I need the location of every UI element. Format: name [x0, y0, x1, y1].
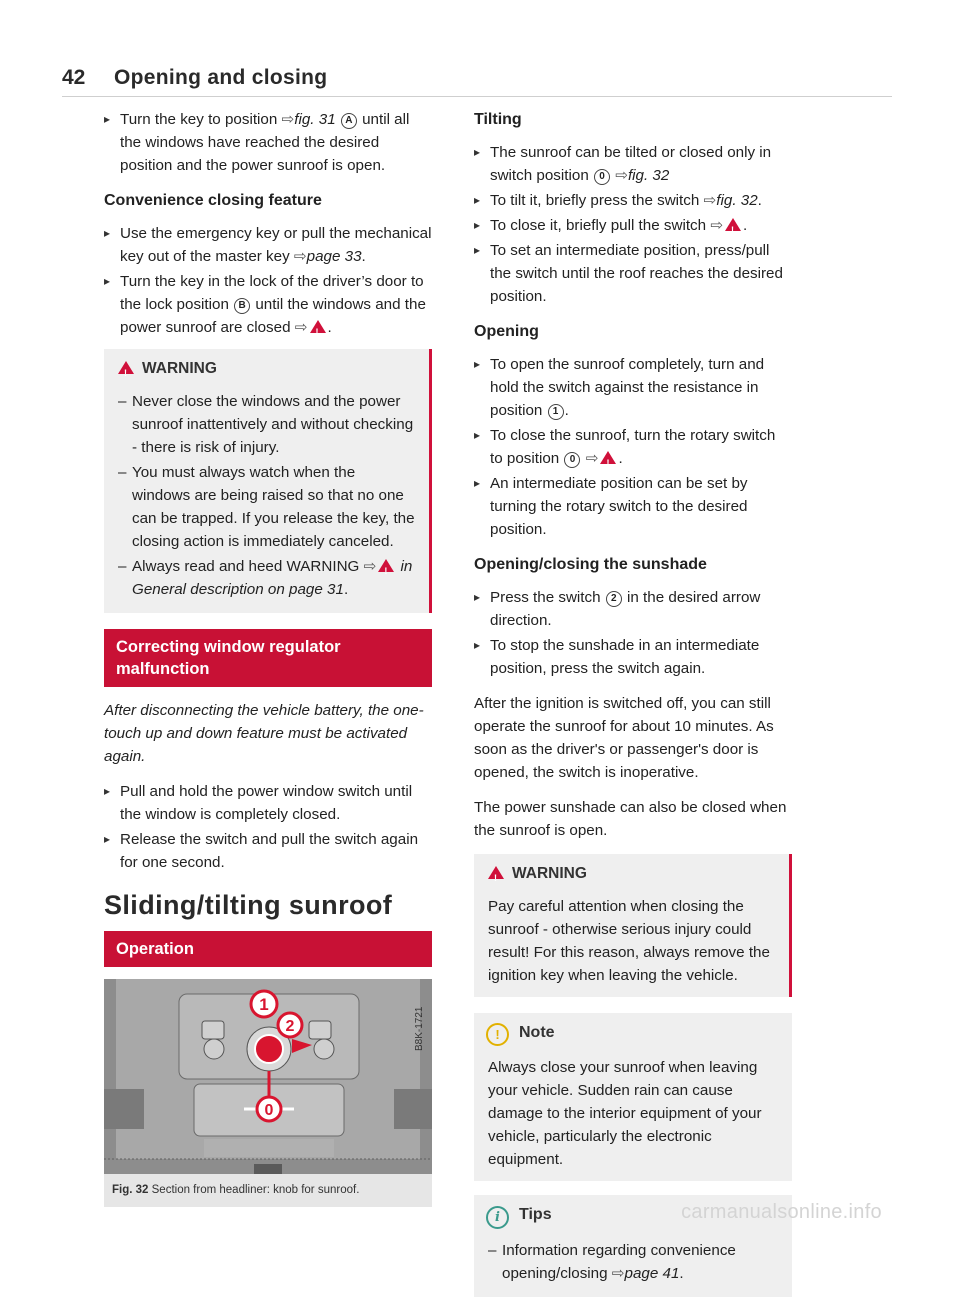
warning-triangle-icon[interactable] — [725, 218, 741, 231]
arrow-ref-icon: ⇨ — [363, 558, 377, 575]
warning-triangle-icon[interactable] — [310, 320, 326, 333]
section-heading: Tilting — [474, 111, 522, 128]
figure-32 — [104, 979, 432, 1174]
note-text: Always close your sunroof when leaving your vehicle. Sudden rain can cause damage to the interior equipment of your vehicle, particularly the electronic equipment. — [488, 1059, 762, 1168]
intro-paragraph: After disconnecting the vehicle battery, the one-touch up and down feature must be activated again. — [104, 702, 424, 765]
warning-header: !WARNING — [474, 854, 789, 889]
arrow-ref-icon: ⇨ — [615, 167, 628, 184]
page-ref-link[interactable]: page 41 — [624, 1265, 680, 1282]
warning-text: Pay careful attention when closing the sunroof - otherwise serious injury could result! For this reason, always remove the ignition key when leaving the vehicle. — [488, 898, 770, 984]
arrow-ref-icon: ⇨ — [585, 450, 599, 467]
note-box — [474, 1013, 792, 1181]
list-item: ▸ Pull and hold the power window switch until the window is completely closed. — [104, 780, 432, 826]
warning-triangle-icon — [118, 361, 134, 374]
figure-caption: Fig. 32 Section from headliner: knob for sunroof. — [104, 1174, 432, 1207]
figure-ref-link[interactable]: fig. 32 — [716, 192, 758, 209]
section-banner: Operation — [104, 931, 432, 967]
position-code: 1 — [548, 404, 564, 420]
list-item: – Always read and heed WARNING ⇨! in General description on page 31. — [118, 555, 415, 601]
arrow-ref-icon: ⇨ — [293, 248, 307, 265]
svg-text:0: 0 — [264, 1102, 274, 1119]
svg-text:2: 2 — [285, 1018, 295, 1035]
section-banner: Correcting window regulator malfunction — [104, 629, 432, 687]
paragraph: The power sunshade can also be closed when the sunroof is open. — [474, 799, 787, 839]
left-column — [104, 108, 432, 1207]
position-code: 0 — [564, 452, 580, 468]
arrow-ref-icon: ⇨ — [710, 217, 724, 234]
position-code: A — [341, 113, 357, 129]
list-item: ▸ To open the sunroof completely, turn and hold the switch against the resistance in position 1 . — [474, 353, 792, 422]
list-item: ▸ Turn the key in the lock of the driver’s door to the lock position B until the windows and the power sunroof are closed ⇨! . — [104, 270, 432, 339]
section-heading: Opening — [474, 323, 539, 340]
list-item: ▸ Press the switch 2 in the desired arrow direction. — [474, 586, 792, 632]
figure-ref-link[interactable]: fig. 31 — [294, 111, 336, 128]
arrow-ref-icon: ⇨ — [611, 1265, 625, 1282]
warning-box — [474, 854, 792, 997]
list-item: ▸ Turn the key to position ⇨fig. 31 A until all the windows have reached the desired position and the power sunroof is open. — [104, 108, 432, 177]
position-code: 2 — [606, 591, 622, 607]
list-item: ▸ To stop the sunshade in an intermediate position, press the switch again. — [474, 634, 792, 680]
page-ref-link[interactable]: page 33 — [306, 248, 362, 265]
list-item: ▸ Use the emergency key or pull the mechanical key out of the master key ⇨page 33. — [104, 222, 432, 268]
list-item: ▸ To tilt it, briefly press the switch ⇨fig. 32. — [474, 189, 792, 212]
figure-code: B8K-1721 — [414, 1006, 425, 1051]
page-number: 42 — [62, 66, 86, 89]
arrow-ref-icon: ⇨ — [281, 111, 295, 128]
arrow-ref-icon: ⇨ — [703, 192, 717, 209]
right-column — [474, 108, 792, 1311]
page-header — [62, 62, 892, 97]
list-item: – You must always watch when the windows are being raised so that no one can be trapped. If you release the key, the closing action is immediately canceled. — [118, 461, 415, 553]
warning-header: !WARNING — [104, 349, 429, 384]
section-heading: Convenience closing feature — [104, 192, 322, 209]
watermark: carmanualsonline.info — [681, 1201, 882, 1223]
list-item: ▸ An intermediate position can be set by turning the rotary switch to the desired position. — [474, 472, 792, 541]
list-item: – Never close the windows and the power sunroof inattentively and without checking - there is risk of injury. — [118, 390, 415, 459]
list-item: ▸ To close it, briefly pull the switch ⇨! . — [474, 214, 792, 237]
position-code: 0 — [594, 169, 610, 185]
page-ref-link[interactable]: in General description on page 31 — [132, 558, 413, 598]
chapter-heading: Sliding/tilting sunroof — [104, 890, 393, 920]
position-code: B — [234, 298, 250, 314]
warning-triangle-icon — [488, 866, 504, 879]
warning-box — [104, 349, 432, 613]
list-item: ▸ The sunroof can be tilted or closed only in switch position 0 ⇨fig. 32 — [474, 141, 792, 187]
paragraph: After the ignition is switched off, you can still operate the sunroof for about 10 minutes. As soon as the driver's or passenger's door is opened, the switch is inoperative. — [474, 695, 774, 781]
warning-triangle-icon — [378, 559, 394, 572]
figure-ref-link[interactable]: fig. 32 — [627, 167, 670, 184]
list-item: ▸ To close the sunroof, turn the rotary switch to position 0 ⇨! . — [474, 424, 792, 470]
tips-header: i Tips — [474, 1195, 792, 1233]
list-item: – Information regarding convenience opening/closing ⇨page 41. — [488, 1239, 778, 1285]
section-heading: Opening/closing the sunshade — [474, 556, 707, 573]
note-icon: ! — [486, 1023, 509, 1046]
note-header: ! Note — [474, 1013, 792, 1050]
list-item: ▸ Release the switch and pull the switch again for one second. — [104, 828, 432, 874]
warning-triangle-icon[interactable] — [600, 451, 616, 464]
page-title: Opening and closing — [114, 66, 328, 89]
list-item: ▸ To set an intermediate position, press/pull the switch until the roof reaches the desired position. — [474, 239, 792, 308]
tips-icon: i — [486, 1206, 509, 1229]
arrow-ref-icon: ⇨ — [294, 319, 308, 336]
svg-text:1: 1 — [259, 995, 269, 1014]
sunroof-knob-illustration — [104, 979, 432, 1174]
